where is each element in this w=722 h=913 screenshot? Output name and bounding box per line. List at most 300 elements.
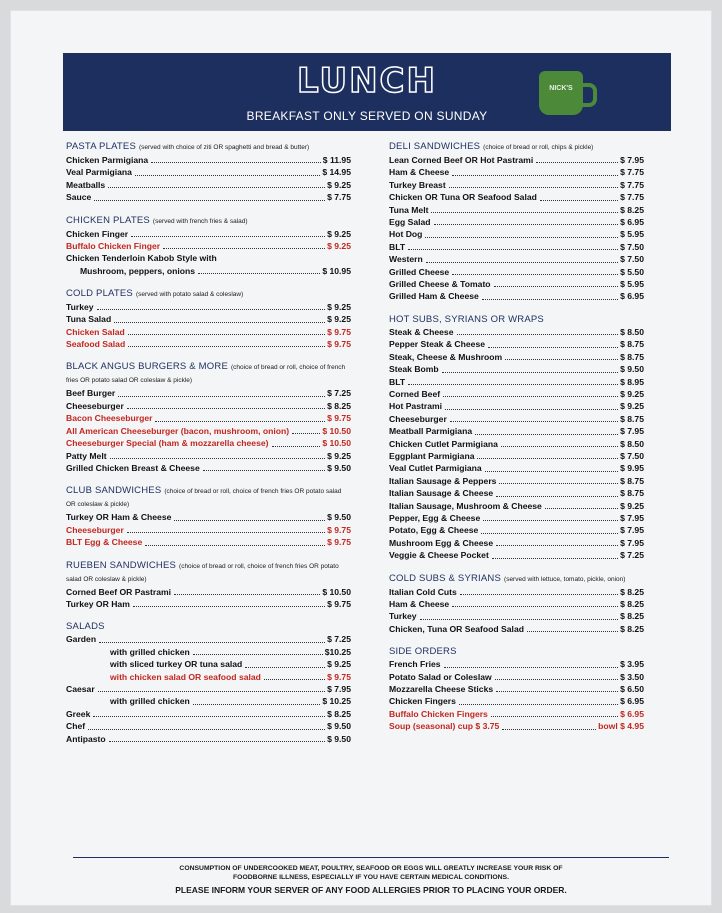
menu-item-price: $ 9.25	[327, 450, 351, 461]
section-title: SALADS	[66, 621, 105, 633]
dot-leader	[536, 162, 618, 163]
menu-item	[389, 400, 644, 412]
menu-item-price: $ 9.75	[327, 598, 351, 609]
menu-item-price: $ 8.50	[620, 438, 644, 449]
dot-leader	[452, 175, 618, 176]
menu-item-name: Buffalo Chicken Finger	[66, 241, 161, 252]
dot-leader	[457, 334, 619, 335]
menu-item	[66, 586, 351, 598]
menu-item-price: $ 7.75	[620, 167, 644, 178]
dot-leader	[459, 704, 618, 705]
menu-item-price: $ 14.95	[322, 167, 351, 178]
menu-item-price: $ 9.50	[327, 462, 351, 473]
menu-item	[389, 695, 644, 707]
menu-item-price: $ 3.50	[620, 671, 644, 682]
menu-item-price: $ 9.50	[327, 512, 351, 523]
section-heading	[66, 485, 351, 511]
menu-item-name: Seafood Salad	[66, 339, 126, 350]
menu-title: LUNCH	[297, 61, 437, 101]
menu-item-name: Western	[389, 254, 423, 265]
section-black-angus-burgers-more	[66, 361, 351, 474]
dot-leader	[98, 691, 325, 692]
coffee-mug-logo-icon	[539, 71, 583, 115]
dot-leader	[475, 434, 618, 435]
dot-leader	[135, 175, 320, 176]
menu-item-price: $ 9.25	[327, 301, 351, 312]
section-heading	[66, 215, 351, 228]
menu-item-price: $ 8.75	[620, 488, 644, 499]
section-hot-subs-syrians-or-wraps	[389, 314, 644, 562]
menu-item	[389, 475, 644, 487]
dot-leader	[501, 446, 618, 447]
menu-item	[66, 450, 351, 462]
menu-item	[389, 610, 644, 622]
menu-item-name: Hot Pastrami	[389, 401, 443, 412]
section-heading	[66, 288, 351, 301]
dot-leader	[496, 545, 618, 546]
menu-item-name: Veggie & Cheese Pocket	[389, 550, 489, 561]
section-cold-plates	[66, 288, 351, 351]
menu-item	[389, 586, 644, 598]
menu-item	[66, 252, 351, 264]
menu-item-name: Eggplant Parmigiana	[389, 450, 475, 461]
section-title: CHICKEN PLATES	[66, 214, 150, 226]
menu-item-price: $ 7.95	[620, 155, 644, 165]
dot-leader	[460, 594, 618, 595]
menu-sheet	[10, 10, 712, 906]
dot-leader	[482, 299, 618, 300]
menu-item	[66, 720, 351, 732]
menu-item-price: $ 8.25	[620, 611, 644, 622]
menu-item-price: $ 7.25	[327, 634, 351, 645]
menu-item-name: Antipasto	[66, 733, 106, 744]
menu-item	[66, 462, 351, 474]
menu-item-name: Italian Cold Cuts	[389, 586, 457, 597]
dot-leader	[118, 396, 325, 397]
menu-item-name: with grilled chicken	[110, 646, 190, 657]
section-title: RUEBEN SANDWICHES	[66, 559, 177, 571]
menu-item-price: $ 8.25	[327, 708, 351, 719]
menu-item	[66, 400, 351, 412]
menu-item-name: Steak Bomb	[389, 364, 439, 375]
dot-leader	[425, 237, 618, 238]
dot-leader	[450, 421, 618, 422]
menu-item-name: Tuna Melt	[389, 204, 429, 215]
menu-item	[389, 253, 644, 265]
menu-item-price: $ 10.50	[322, 586, 351, 597]
menu-item	[389, 500, 644, 512]
menu-item	[66, 536, 351, 548]
menu-item-name: Chef	[66, 721, 86, 732]
section-note: (served with lettuce, tomato, pickle, onion)	[504, 575, 626, 583]
menu-item	[389, 216, 644, 228]
menu-item	[389, 549, 644, 561]
menu-item-name: Chicken Tenderloin Kabob Style with	[66, 253, 217, 264]
menu-item-price: $ 9.25	[327, 241, 351, 252]
dot-leader	[245, 667, 325, 668]
dot-leader	[203, 470, 325, 471]
menu-item-name: Garden	[66, 634, 97, 645]
section-heading	[389, 646, 644, 658]
menu-item	[389, 204, 644, 216]
notice-line-3: PLEASE INFORM YOUR SERVER OF ANY FOOD ALLERGIES PRIOR TO PLACING YOUR ORDER.	[175, 885, 567, 895]
section-title: DELI SANDWICHES	[389, 141, 481, 152]
dot-leader	[151, 162, 321, 163]
menu-item-name: Egg Salad	[389, 217, 431, 228]
dot-leader	[445, 409, 618, 410]
section-heading	[66, 560, 351, 586]
dot-leader	[443, 396, 618, 397]
dot-leader	[495, 679, 618, 680]
menu-item	[389, 720, 644, 732]
section-heading	[389, 141, 644, 154]
mug-logo-text: NICK'S	[549, 85, 573, 92]
menu-item-price: $ 9.75	[327, 524, 351, 535]
section-chicken-plates	[66, 215, 351, 277]
section-heading	[66, 141, 351, 154]
menu-item	[389, 179, 644, 191]
section-rueben-sandwiches	[66, 560, 351, 611]
menu-item-price: $ 9.75	[327, 413, 351, 424]
section-note: (served with potato salad & coleslaw)	[135, 290, 244, 298]
menu-item-price: $ 8.75	[620, 475, 644, 486]
menu-item	[66, 313, 351, 325]
menu-item	[66, 154, 351, 166]
dot-leader	[499, 483, 618, 484]
dot-leader	[452, 274, 618, 275]
menu-item-name: Meatball Parmigiana	[389, 426, 473, 437]
menu-item	[389, 598, 644, 610]
notice-line-1: CONSUMPTION OF UNDERCOOKED MEAT, POULTRY, SEAFOOD OR EGGS WILL GREATLY INCREASE YOUR RISK OF	[179, 865, 563, 872]
dot-leader	[540, 200, 618, 201]
menu-item-name: BLT	[389, 241, 406, 252]
dot-leader	[127, 532, 325, 533]
menu-item-price: $ 7.95	[620, 537, 644, 548]
menu-item	[389, 512, 644, 524]
menu-item	[389, 524, 644, 536]
menu-item-price: $ 9.50	[327, 721, 351, 732]
dot-leader	[272, 446, 321, 447]
menu-item-name: Ham & Cheese	[389, 167, 450, 178]
menu-item	[66, 326, 351, 338]
menu-item-price: $ 8.25	[620, 599, 644, 609]
menu-item	[389, 351, 644, 363]
dot-leader	[449, 187, 618, 188]
dot-leader	[264, 679, 325, 680]
dot-leader	[99, 642, 325, 643]
menu-item-name: Potato, Egg & Cheese	[389, 525, 479, 536]
section-pasta-plates	[66, 141, 351, 204]
menu-item-price: $ 7.25	[620, 550, 644, 561]
right-menu-column	[389, 141, 644, 744]
dot-leader	[145, 545, 325, 546]
section-heading	[66, 361, 351, 387]
section-heading	[66, 621, 351, 633]
menu-item-name: Veal Cutlet Parmigiana	[389, 463, 482, 474]
menu-item	[66, 671, 351, 683]
dot-leader	[496, 496, 618, 497]
dot-leader	[492, 558, 618, 559]
menu-item	[389, 241, 644, 253]
menu-item-price: $10.25	[324, 646, 351, 657]
menu-item	[66, 179, 351, 191]
menu-item	[66, 437, 351, 449]
menu-item-price: $ 9.95	[620, 463, 644, 474]
menu-item	[389, 487, 644, 499]
menu-item	[389, 623, 644, 635]
menu-item	[389, 413, 644, 425]
menu-item-name: Veal Parmigiana	[66, 167, 132, 178]
menu-item-name: Corned Beef	[389, 388, 441, 399]
menu-item	[389, 438, 644, 450]
dot-leader	[110, 458, 326, 459]
menu-item-price: $ 7.95	[620, 512, 644, 523]
dot-leader	[434, 224, 619, 225]
menu-item-name: Caesar	[66, 683, 95, 694]
menu-item-price: $ 8.25	[620, 204, 644, 215]
section-salads	[66, 621, 351, 745]
dot-leader	[485, 471, 618, 472]
menu-item-name: Greek	[66, 708, 91, 719]
section-heading	[389, 573, 644, 586]
dot-leader	[174, 594, 320, 595]
menu-item-name: Potato Salad or Coleslaw	[389, 671, 492, 682]
menu-item-price: $ 10.50	[322, 425, 351, 436]
menu-item	[389, 450, 644, 462]
menu-item-name: Grilled Cheese	[389, 266, 450, 277]
menu-item-name: with chicken salad OR seafood salad	[110, 671, 261, 682]
menu-item-price: $ 9.75	[327, 339, 351, 350]
menu-item	[66, 387, 351, 399]
menu-item	[66, 191, 351, 203]
menu-item-name: All American Cheeseburger (bacon, mushroom, onion)	[66, 425, 290, 436]
dot-leader	[483, 520, 618, 521]
menu-item-price: $ 9.25	[327, 228, 351, 239]
dot-leader	[505, 359, 618, 360]
menu-item-price: $ 6.95	[620, 708, 644, 719]
menu-item	[389, 266, 644, 278]
dot-leader	[88, 729, 325, 730]
menu-item-name: Soup (seasonal) cup $ 3.75	[389, 721, 500, 732]
menu-item-price: $ 11.95	[322, 155, 351, 165]
menu-item-name: Turkey OR Ham	[66, 598, 130, 609]
menu-item-price: $ 6.95	[620, 217, 644, 228]
menu-item	[389, 228, 644, 240]
dot-leader	[426, 262, 618, 263]
menu-item-price: $ 9.50	[327, 733, 351, 744]
menu-item-price: $ 7.50	[620, 254, 644, 265]
menu-item-name: Turkey	[66, 301, 94, 312]
menu-item-price: $ 9.25	[620, 388, 644, 399]
menu-item-price: $ 8.75	[620, 339, 644, 350]
dot-leader	[93, 716, 325, 717]
menu-item-name: Meatballs	[66, 179, 106, 190]
menu-item-price: $ 3.95	[620, 659, 644, 670]
menu-item	[389, 658, 644, 670]
menu-item	[66, 683, 351, 695]
menu-item-name: Sauce	[66, 192, 92, 203]
dot-leader	[128, 334, 325, 335]
menu-item-price: $ 7.95	[327, 683, 351, 694]
dot-leader	[155, 421, 325, 422]
menu-subtitle: BREAKFAST ONLY SERVED ON SUNDAY	[246, 109, 488, 123]
menu-item	[66, 708, 351, 720]
dot-leader	[114, 322, 325, 323]
dot-leader	[408, 384, 618, 385]
menu-item-name: Beef Burger	[66, 388, 116, 399]
section-title: COLD PLATES	[66, 287, 133, 299]
menu-item-name: with sliced turkey OR tuna salad	[110, 659, 243, 670]
menu-item-name: Ham & Cheese	[389, 599, 450, 609]
dot-leader	[198, 273, 320, 274]
menu-item-price: $ 7.75	[327, 192, 351, 203]
dot-leader	[131, 236, 325, 237]
menu-item	[66, 240, 351, 252]
menu-item-price: bowl $ 4.95	[598, 721, 644, 732]
menu-item	[66, 695, 351, 707]
menu-item	[66, 733, 351, 745]
menu-item	[389, 166, 644, 178]
dot-leader	[444, 667, 619, 668]
dot-leader	[420, 619, 619, 620]
section-note: (choice of bread or roll, choice of french fries OR potato salad OR coleslaw & pickle)	[66, 488, 342, 509]
section-note: (choice of bread or roll, chips & pickle)	[483, 144, 594, 151]
menu-item	[66, 425, 351, 437]
section-side-orders	[389, 646, 644, 732]
menu-item-name: Chicken Finger	[66, 228, 129, 239]
left-menu-column	[66, 141, 351, 756]
menu-item-price: $ 8.75	[620, 413, 644, 424]
menu-item-name: Steak, Cheese & Mushroom	[389, 351, 503, 362]
menu-item	[389, 537, 644, 549]
menu-item-name: Cheeseburger	[389, 413, 447, 424]
menu-item-name: Chicken Parmigiana	[66, 155, 149, 165]
menu-item	[389, 326, 644, 338]
dot-leader	[527, 631, 618, 632]
menu-item-price: $ 7.50	[620, 241, 644, 252]
menu-item	[389, 290, 644, 302]
menu-item-price: $ 9.75	[327, 326, 351, 337]
menu-item	[389, 363, 644, 375]
section-title: HOT SUBS, SYRIANS OR WRAPS	[389, 313, 544, 325]
allergy-notice	[73, 857, 669, 895]
menu-item	[389, 191, 644, 203]
menu-item-price: $ 7.25	[327, 388, 351, 399]
menu-item-price: $ 9.25	[620, 401, 644, 412]
dot-leader	[545, 508, 618, 509]
menu-item	[389, 683, 644, 695]
menu-item-name: Steak & Cheese	[389, 326, 454, 337]
menu-item-price: $ 8.25	[620, 586, 644, 597]
menu-item-name: Chicken OR Tuna OR Seafood Salad	[389, 192, 537, 203]
menu-item	[389, 425, 644, 437]
menu-item	[389, 278, 644, 290]
dot-leader	[127, 408, 325, 409]
menu-item	[66, 598, 351, 610]
menu-item-price: $ 9.50	[620, 364, 644, 375]
menu-item	[389, 388, 644, 400]
menu-item	[389, 154, 644, 166]
menu-item-name: BLT Egg & Cheese	[66, 537, 143, 548]
menu-item-name: Turkey OR Ham & Cheese	[66, 512, 172, 523]
dot-leader	[97, 309, 326, 310]
menu-item	[389, 671, 644, 683]
menu-item	[66, 301, 351, 313]
section-deli-sandwiches	[389, 141, 644, 303]
menu-item-price: $ 9.25	[327, 659, 351, 670]
dot-leader	[193, 704, 321, 705]
menu-item-price: $ 6.95	[620, 696, 644, 707]
menu-item	[66, 412, 351, 424]
menu-item-name: Grilled Cheese & Tomato	[389, 279, 491, 290]
menu-item-name: Cheeseburger	[66, 400, 124, 411]
section-note: (served with choice of ziti OR spaghetti and bread & butter)	[138, 144, 310, 151]
menu-item-price: $ 6.95	[620, 291, 644, 302]
menu-item	[66, 633, 351, 645]
menu-item	[66, 524, 351, 536]
menu-item-name: Bacon Cheeseburger	[66, 413, 153, 424]
menu-item-name: Lean Corned Beef OR Hot Pastrami	[389, 155, 534, 165]
section-title: BLACK ANGUS BURGERS & MORE	[66, 361, 228, 373]
menu-item	[66, 658, 351, 670]
menu-item-price: $ 10.50	[322, 438, 351, 449]
dot-leader	[128, 346, 325, 347]
menu-item	[389, 338, 644, 350]
menu-item-name: Pepper, Egg & Cheese	[389, 512, 481, 523]
menu-item-name: BLT	[389, 376, 406, 387]
menu-item-price: $ 9.25	[327, 314, 351, 325]
section-note: (served with french fries & salad)	[152, 217, 248, 225]
dot-leader	[488, 347, 618, 348]
menu-item-price: $ 7.75	[620, 192, 644, 203]
section-title: CLUB SANDWICHES	[66, 485, 162, 497]
menu-item	[389, 376, 644, 388]
menu-item-name: Mushroom Egg & Cheese	[389, 537, 494, 548]
menu-item-name: Italian Sausage & Peppers	[389, 475, 497, 486]
menu-item-price: $ 9.75	[327, 671, 351, 682]
section-note: (choice of bread or roll, choice of french fries OR potato salad OR coleslaw & pickle)	[66, 364, 346, 385]
menu-item	[66, 265, 351, 277]
section-title: COLD SUBS & SYRIANS	[389, 572, 502, 584]
menu-item-name: Italian Sausage, Mushroom & Cheese	[389, 500, 542, 511]
dot-leader	[481, 533, 618, 534]
dot-leader	[494, 286, 619, 287]
menu-item-name: Mozzarella Cheese Sticks	[389, 684, 494, 695]
menu-item	[66, 228, 351, 240]
menu-item-price: $ 5.95	[620, 229, 644, 240]
dot-leader	[108, 187, 325, 188]
dot-leader	[408, 249, 618, 250]
menu-item-name: Chicken, Tuna OR Seafood Salad	[389, 623, 524, 634]
menu-item-name: French Fries	[389, 659, 441, 670]
menu-item-price: $ 8.95	[620, 376, 644, 387]
dot-leader	[496, 691, 618, 692]
menu-item-price: $ 7.50	[620, 450, 644, 461]
dot-leader	[163, 248, 325, 249]
menu-item-name: Buffalo Chicken Fingers	[389, 708, 488, 719]
menu-item-price: $ 9.75	[327, 537, 351, 548]
menu-item-name: Patty Melt	[66, 450, 107, 461]
dot-leader	[431, 212, 618, 213]
dot-leader	[133, 606, 325, 607]
dot-leader	[109, 741, 325, 742]
menu-item	[66, 338, 351, 350]
menu-item-price: $ 8.50	[620, 326, 644, 337]
menu-item-name: Cheeseburger Special (ham & mozzarella cheese)	[66, 438, 269, 449]
dot-leader	[491, 716, 618, 717]
menu-item-name: Tuna Salad	[66, 314, 112, 325]
menu-item-price: $ 6.50	[620, 684, 644, 695]
